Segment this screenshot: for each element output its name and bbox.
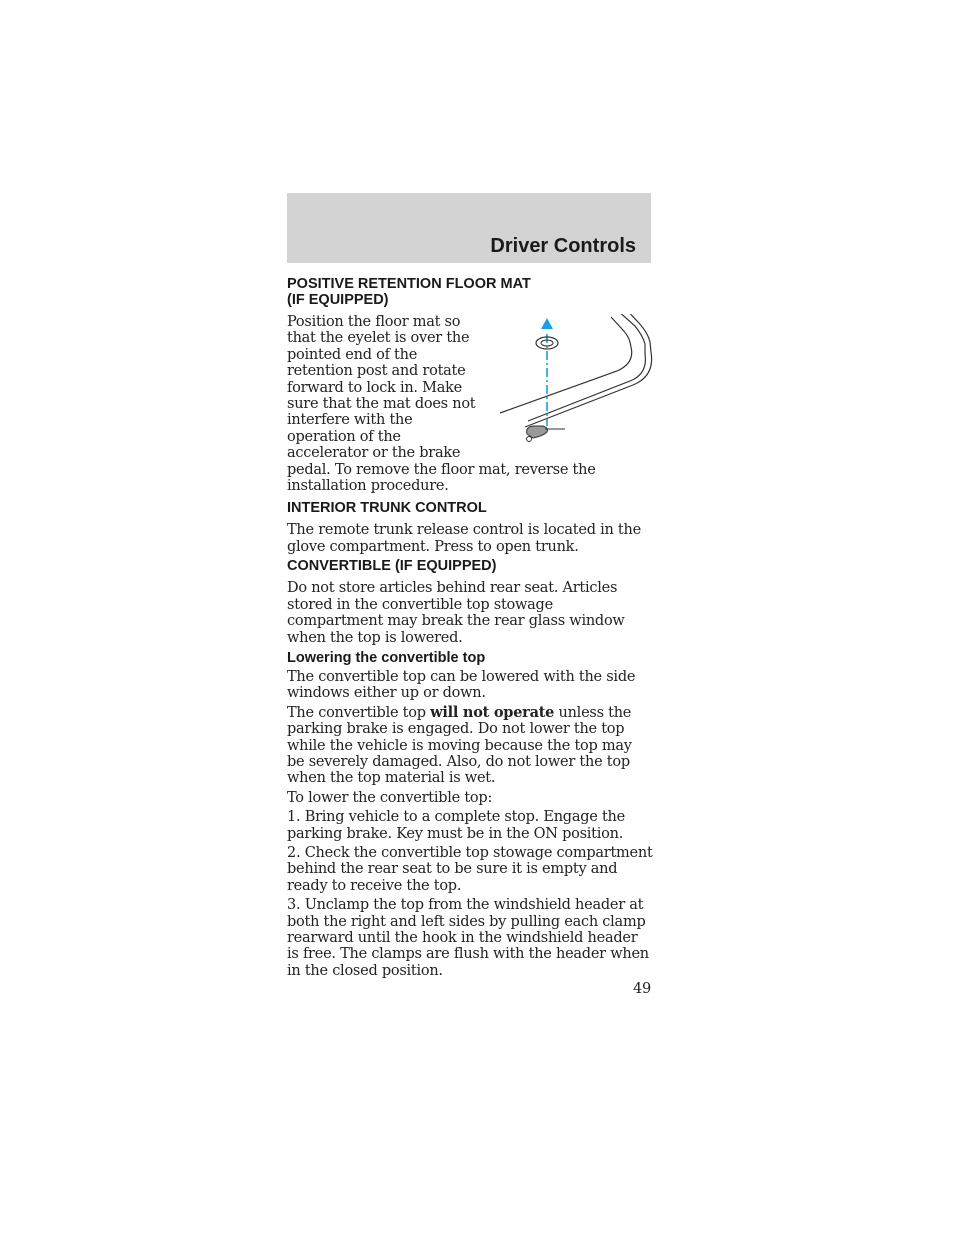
trunk-heading: INTERIOR TRUNK CONTROL — [287, 500, 487, 517]
convertible-heading: CONVERTIBLE (IF EQUIPPED) — [287, 558, 497, 575]
lowering-p1: The convertible top can be lowered with the side windows either up or down. — [287, 668, 636, 702]
lowering-heading: Lowering the convertible top — [287, 649, 486, 666]
lowering-p2 — [287, 705, 653, 787]
floor-mat-section — [287, 314, 653, 494]
floor-mat-heading-line1: POSITIVE RETENTION FLOOR MAT — [287, 276, 531, 292]
floor-mat-retention-icon — [485, 314, 655, 454]
lowering-step2: 2. Check the convertible top stowage compartment behind the rear seat to be sure it is empty and ready to receive the top. — [287, 844, 653, 894]
lowering-p3: To lower the convertible top: — [287, 789, 493, 806]
floor-mat-heading-line2: (IF EQUIPPED) — [287, 292, 389, 308]
lowering-p2-bold: will not operate — [430, 703, 555, 721]
lowering-step1: 1. Bring vehicle to a complete stop. Engage the parking brake. Key must be in the ON position. — [287, 809, 625, 842]
trunk-body: The remote trunk release control is located in the glove compartment. Press to open trunk. — [287, 522, 641, 555]
lowering-step3: 3. Unclamp the top from the windshield header at both the right and left sides by pulling each clamp rearward until the hook in the windshield header is free. The clamps are flush with the header when in the closed position. — [287, 897, 649, 979]
floor-mat-heading — [287, 276, 653, 308]
page-number: 49 — [633, 981, 651, 997]
header-band — [287, 193, 651, 263]
main-content — [287, 276, 653, 982]
lowering-p2-before: The convertible top — [287, 704, 431, 721]
floor-mat-body: Position the floor mat so that the eyelet is over the pointed end of the retention post and rotate forward to lock in. Make sure that the mat does not interfere with the operation of the accelerator or the brake pedal. To remove the floor mat, reverse the installation procedure. — [287, 314, 596, 495]
convertible-body: Do not store articles behind rear seat. Articles stored in the convertible top stowage compartment may break the rear glass window when the top is lowered. — [287, 580, 625, 646]
page-title: Driver Controls — [490, 235, 636, 257]
lowering-p2-after: unless the parking brake is engaged. Do not lower the top while the vehicle is moving because the top may be severely damaged. Also, do not lower the top when the top material is wet. — [287, 704, 632, 787]
